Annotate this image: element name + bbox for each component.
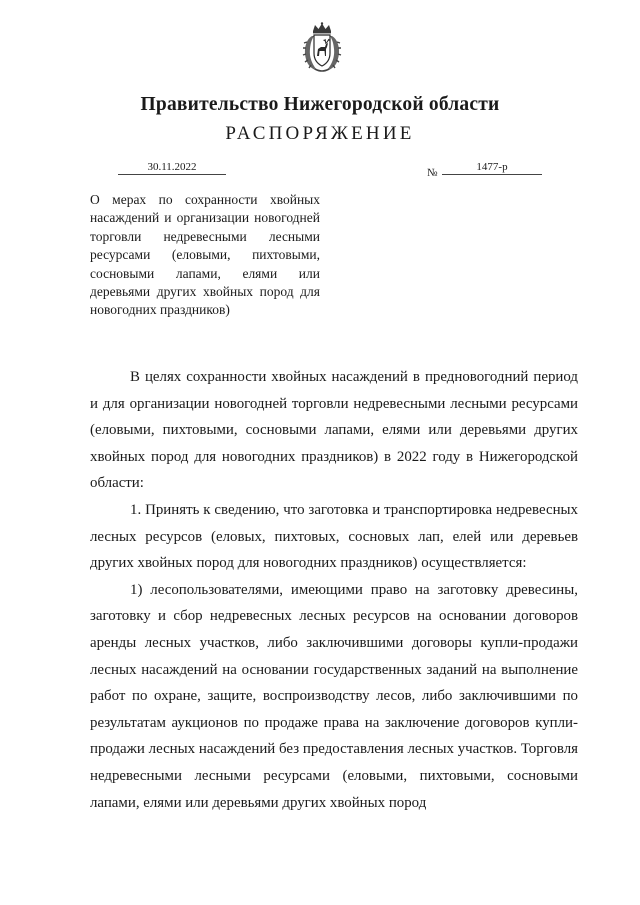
coat-of-arms-icon [301, 22, 343, 74]
body-paragraph-item-1: 1. Принять к сведению, что заготовка и транспортировка недревесных лесных ресурсов (еловых, пихтовых, сосновых лап, елей или деревьев других хвойных пород для новогодних праздников) осуществляется: [90, 501, 578, 572]
document-body [90, 364, 578, 816]
document-subject: О мерах по сохранности хвойных насаждений и организации новогодней торговли недревесными лесными ресурсами (еловыми, пихтовыми, сосновыми лапами, елями или деревьями других хвойных пород для новогодних праздников) [90, 192, 320, 318]
document-type: РАСПОРЯЖЕНИЕ [225, 123, 415, 144]
body-paragraph-subitem-1: 1) лесопользователями, имеющими право на заготовку древесины, заготовку и сбор недревесных лесных ресурсов на основании договоров аренды лесных участков, либо заключившими договоры купли-продажи лесных насаждений на основании государственных заданий на выполнение работ по охране, защите, воспроизводству лесов, либо заключившими по результатам аукционов по продаже права на заключение договоров купли-продажи лесных насаждений без предоставления лесных участков. Торговля недревесными лесными ресурсами (еловыми, пихтовыми, сосновыми лапами, елями или деревьями других хвойных пород [90, 581, 578, 811]
government-title: Правительство Нижегородской области [140, 94, 500, 115]
document-date: 30.11.2022 [118, 160, 226, 175]
document-number: 1477-р [442, 160, 542, 175]
body-paragraph-preamble: В целях сохранности хвойных насаждений в предновогодний период и для организации новогодней торговли недревесными лесными ресурсами (еловыми, пихтовыми, сосновыми лапами, елями или деревьями других хвойных пород для новогодних праздников) в 2022 году в Нижегородской области: [90, 369, 578, 492]
number-sign: № [427, 167, 438, 179]
